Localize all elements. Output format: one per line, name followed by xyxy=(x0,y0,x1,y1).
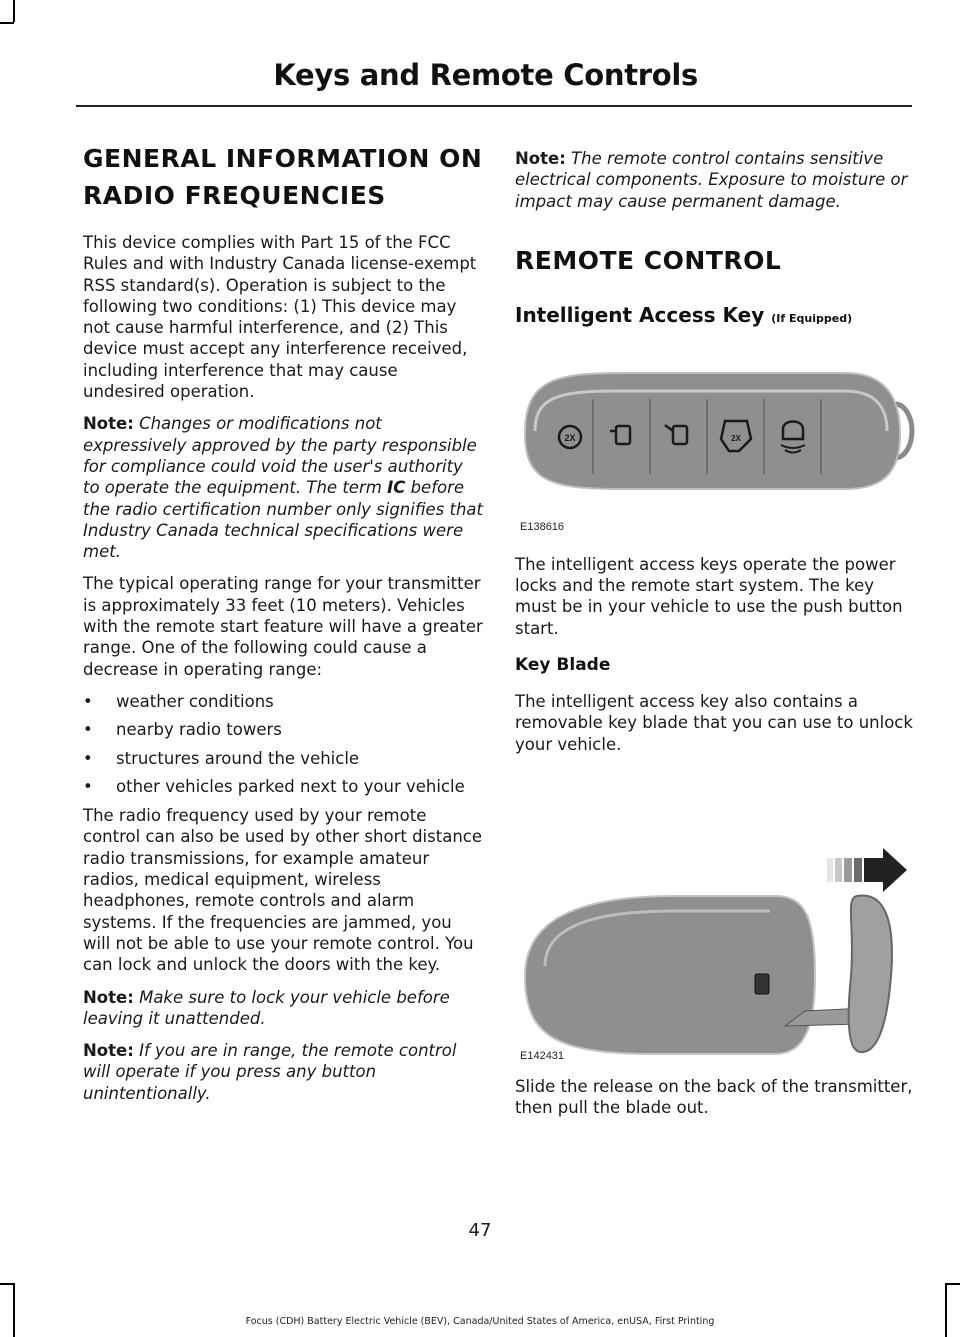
note-label: Note: xyxy=(83,414,134,434)
header-rule xyxy=(76,105,912,107)
section-heading xyxy=(83,140,483,214)
note-in-range xyxy=(83,1040,483,1104)
crop-mark xyxy=(0,1283,14,1285)
note-text: Make sure to lock your vehicle before leaving it unattended. xyxy=(83,987,450,1028)
key-blade-illustration xyxy=(515,776,915,1056)
crop-mark xyxy=(0,22,14,24)
if-equipped-label: (If Equipped) xyxy=(771,311,853,325)
crop-mark xyxy=(945,1283,947,1337)
key-fob-illustration xyxy=(515,339,915,529)
note-sensitive-components xyxy=(515,148,915,212)
figure-id: E142431 xyxy=(520,1049,565,1062)
list-item: • weather conditions xyxy=(83,691,483,712)
note-label: Note: xyxy=(515,149,566,168)
remote-start-2x-label: 2X xyxy=(564,432,576,443)
page-number: 47 xyxy=(468,1220,492,1241)
radio-frequency-paragraph: The radio frequency used by your remote control can also be used by other short distance radio transmissions, for example amateur radios, medical equipment, wireless headphones, remote controls and alarm systems. If the frequencies are jammed, you will not be able to use your remote control. You can lock and unlock the doors with the key. xyxy=(83,806,482,975)
release-latch xyxy=(755,974,769,994)
crop-mark xyxy=(946,1283,960,1285)
note-text: before the radio certification number only signifies that Industry Canada technical specifications were met. xyxy=(83,478,484,562)
section-heading-line1: GENERAL INFORMATION ON xyxy=(83,144,483,173)
figure-key-blade xyxy=(515,766,915,1066)
range-factors-list xyxy=(83,691,483,797)
slide-release-paragraph: Slide the release on the back of the transmitter, then pull the blade out. xyxy=(515,1076,913,1118)
note-text: Changes or modifications not expressively approved by the party responsible for compliance could void the user's authority to operate the equipment. The term xyxy=(83,414,477,498)
subheading-text: Intelligent Access Key xyxy=(515,302,765,327)
key-blade-cap xyxy=(849,895,892,1052)
note-ic-term: IC xyxy=(387,478,406,498)
crop-mark xyxy=(13,1283,15,1337)
section-heading-line2: RADIO FREQUENCIES xyxy=(83,181,386,210)
list-item: • structures around the vehicle xyxy=(83,748,483,769)
list-item: • other vehicles parked next to your vehicle xyxy=(83,776,483,797)
slide-direction-arrow xyxy=(827,848,907,892)
crop-mark xyxy=(13,0,15,22)
figure-id: E138616 xyxy=(520,520,565,533)
key-blade-heading: Key Blade xyxy=(515,655,611,676)
note-modifications xyxy=(83,413,483,562)
transmitter-body xyxy=(525,896,815,1054)
footer-text: Focus (CDH) Battery Electric Vehicle (BEV), Canada/United States of America, enUSA, First Printing xyxy=(245,1316,715,1327)
page-header-title: Keys and Remote Controls xyxy=(273,58,698,92)
note-text: The remote control contains sensitive electrical components. Exposure to moisture or impact may cause permanent damage. xyxy=(515,149,908,211)
note-text: If you are in range, the remote control will operate if you press any button unintentionally. xyxy=(83,1041,457,1103)
remote-control-heading: REMOTE CONTROL xyxy=(515,245,782,275)
note-lock-vehicle xyxy=(83,987,483,1030)
list-item: • nearby radio towers xyxy=(83,719,483,740)
intelligent-access-key-heading xyxy=(515,303,915,327)
note-label: Note: xyxy=(83,987,134,1007)
remote-stop-2x-label: 2X xyxy=(731,433,741,443)
left-column xyxy=(83,140,483,1115)
fcc-compliance-paragraph: This device complies with Part 15 of the FCC Rules and with Industry Canada license-exempt RSS standard(s). Operation is subject to the following two conditions: (1) This device may not cause harmful interference, and (2) This device must accept any interference received, including interference that may cause undesired operation. xyxy=(83,233,477,402)
access-keys-paragraph: The intelligent access keys operate the power locks and the remote start system. The key must be in your vehicle to use the push button start. xyxy=(515,554,903,638)
figure-intelligent-access-key xyxy=(515,327,915,539)
key-blade-paragraph: The intelligent access key also contains a removable key blade that you can use to unlock your vehicle. xyxy=(515,692,913,754)
operating-range-paragraph: The typical operating range for your transmitter is approximately 33 feet (10 meters). Vehicles with the remote start feature will have a greater range. One of the following could cause a decrease in operating range: xyxy=(83,574,483,679)
right-column xyxy=(515,148,915,1130)
note-label: Note: xyxy=(83,1041,134,1061)
